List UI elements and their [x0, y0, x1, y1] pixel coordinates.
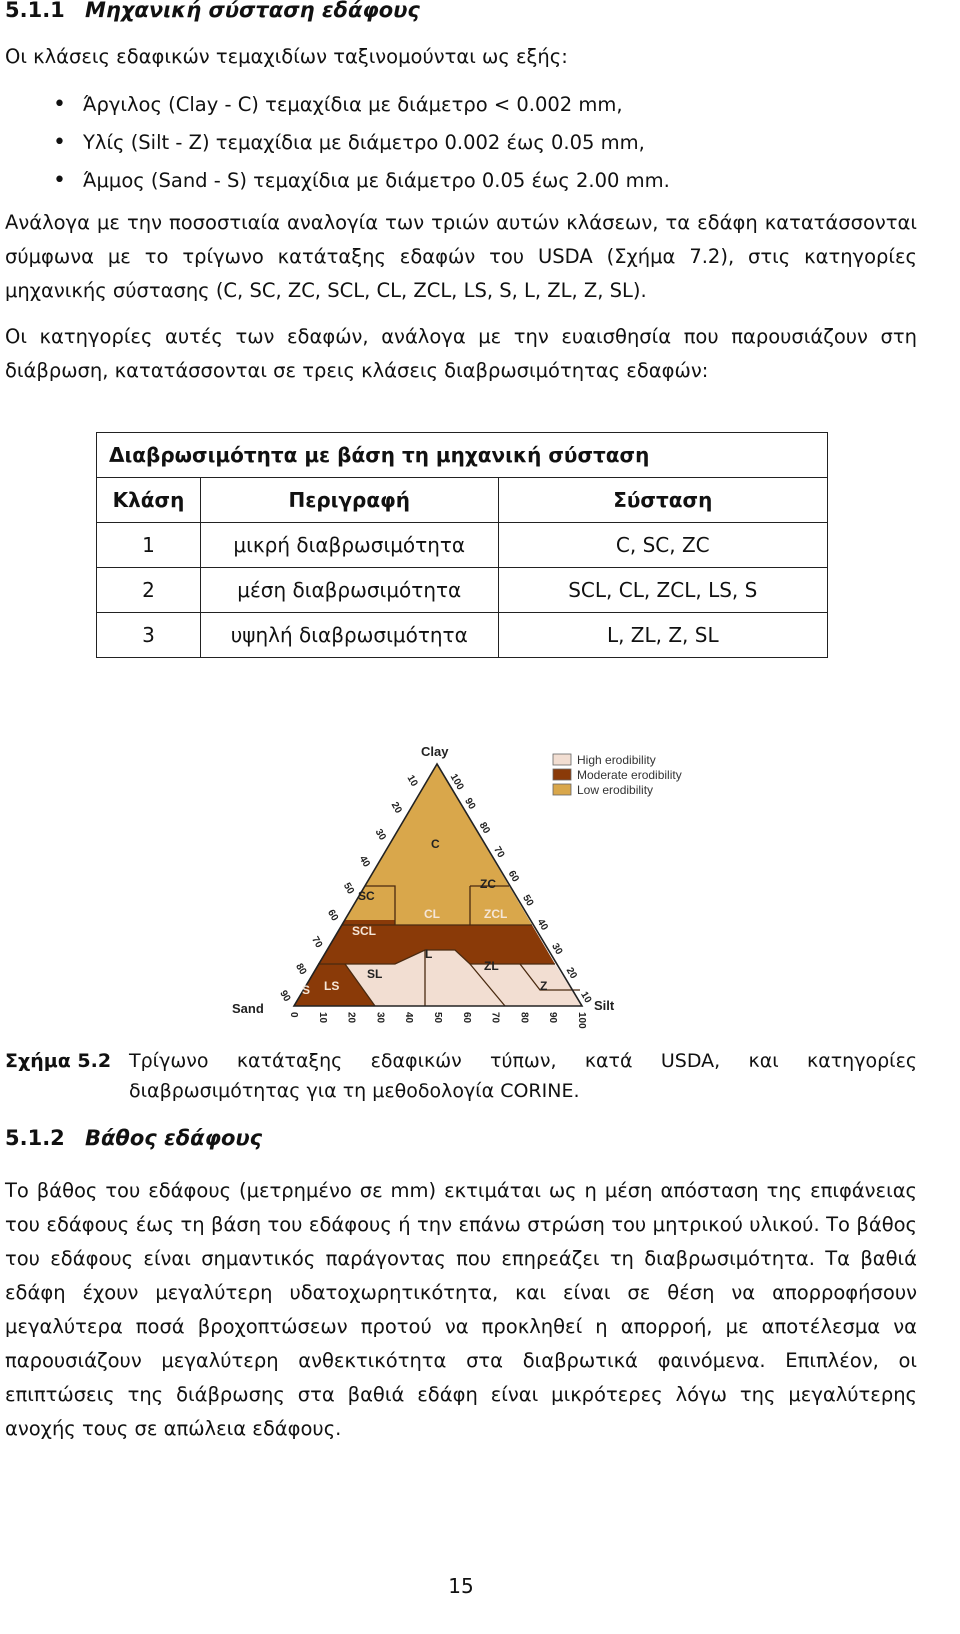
table-header-cell: Σύσταση	[498, 478, 827, 523]
tick-label: 70	[489, 1012, 501, 1024]
tick-label: 40	[403, 1012, 415, 1024]
table-caption: Διαβρωσιμότητα με βάση τη μηχανική σύσταση	[97, 433, 828, 478]
tick-label: 50	[520, 893, 536, 909]
section-heading-5-1-1	[5, 0, 420, 22]
section-number: 5.1.2	[5, 1126, 65, 1150]
region-label: ZCL	[484, 907, 508, 921]
region-label: SCL	[352, 924, 376, 938]
tick-label: 80	[518, 1012, 530, 1024]
tick-label: 90	[277, 988, 293, 1004]
region-label: SC	[358, 889, 375, 903]
table-cell: SCL, CL, ZCL, LS, S	[498, 568, 827, 613]
list-item: • Υλίς (Silt - Z) τεμαχίδια με διάμετρο 0.002 έως 0.05 mm,	[5, 124, 905, 162]
region-label: L	[425, 947, 433, 961]
region-label: LS	[324, 979, 340, 993]
legend-label-low: Low erodibility	[577, 783, 654, 797]
tick-label: 90	[547, 1012, 559, 1024]
tick-label: 20	[563, 965, 579, 981]
tick-label: 40	[356, 854, 372, 870]
tick-label: 100	[447, 772, 466, 793]
legend-swatch-high	[553, 754, 571, 765]
region-label: ZC	[480, 877, 496, 891]
region-label: SL	[367, 967, 383, 981]
axis-label-silt: Silt	[594, 998, 615, 1013]
tick-label: 80	[476, 820, 492, 836]
table-header-cell: Κλάση	[97, 478, 201, 523]
paragraph-soil-depth: Το βάθος του εδάφους (μετρημένο σε mm) εκτιμάται ως η μέση απόσταση της επιφάνειας του εδάφους έως τη βάση του εδάφους ή την επάνω στρώση του μητρικού υλικού. Το βάθος του εδάφους είναι σημαντικός παράγοντας που επηρεάζει τη διαβρωσιμότητα. Τα βαθιά εδάφη έχουν μεγαλύτερη υδατοχωρητικότητα, και είναι σε θέση να απορροφήσουν μεγαλύτερα ποσά βροχοπτώσεων προτού να προκληθεί η απορροή, με αποτέλεσμα να παρουσιάζουν μεγαλύτερη ανθεκτικότητα στα διαβρωτικά φαινόμενα. Επιπλέον, οι επιπτώσεις της διάβρωσης στα βαθιά εδάφη είναι μικρότερες λόγω της μεγαλύτερης ανοχής τους σε απώλεια εδάφους.	[5, 1179, 917, 1440]
paragraph-classification: Ανάλογα με την ποσοστιαία αναλογία των τριών αυτών κλάσεων, τα εδάφη κατατάσσονται σύμφωνα με το τρίγωνο κατάταξης εδαφών του USDA (Σχήμα 7.2), στις κατηγορίες μηχανικής σύστασης (C, SC, ZC, SCL, CL, ZCL, LS, S, L, ZL, Z, SL).	[5, 211, 917, 302]
region-label: Z	[540, 979, 548, 993]
table-row	[97, 568, 828, 613]
paragraph-erodibility: Οι κατηγορίες αυτές των εδαφών, ανάλογα με την ευαισθησία που παρουσιάζουν στη διάβρωση, κατατάσσονται σε τρεις κλάσεις διαβρωσιμότητας εδαφών:	[5, 325, 917, 382]
table-row	[97, 613, 828, 658]
section-title: Μηχανική σύσταση εδάφους	[85, 0, 420, 22]
table-cell: υψηλή διαβρωσιμότητα	[200, 613, 498, 658]
tick-label: 70	[491, 844, 507, 860]
tick-label: 10	[404, 773, 420, 789]
axis-label-sand: Sand	[232, 1001, 264, 1016]
axis-label-clay: Clay	[421, 744, 449, 759]
tick-label: 30	[374, 1012, 386, 1024]
list-item: • Άμμος (Sand - S) τεμαχίδια με διάμετρο 0.05 έως 2.00 mm.	[5, 162, 905, 200]
section-number: 5.1.1	[5, 0, 65, 22]
table-cell: μέση διαβρωσιμότητα	[200, 568, 498, 613]
tick-label: 80	[293, 961, 309, 977]
tick-label: 30	[549, 941, 565, 957]
table-header-cell: Περιγραφή	[200, 478, 498, 523]
tick-label: 30	[372, 827, 388, 843]
list-item: • Άργιλος (Clay - C) τεμαχίδια με διάμετρο < 0.002 mm,	[5, 86, 905, 124]
tick-label: 90	[462, 796, 478, 812]
particle-class-list	[5, 86, 905, 200]
table-header-row	[97, 478, 828, 523]
tick-label: 60	[505, 868, 521, 885]
legend-swatch-moderate	[553, 769, 571, 780]
tick-label: 10	[316, 1012, 328, 1024]
legend	[553, 753, 682, 797]
legend-label-high: High erodibility	[577, 753, 656, 767]
tick-label: 10	[578, 989, 594, 1006]
table-cell: L, ZL, Z, SL	[498, 613, 827, 658]
region-label: C	[431, 837, 440, 851]
section-heading-5-1-2	[5, 1126, 262, 1150]
table-cell: μικρή διαβρωσιμότητα	[200, 523, 498, 568]
tick-label: 20	[388, 800, 404, 816]
intro-text: Οι κλάσεις εδαφικών τεμαχιδίων ταξινομούνται ως εξής:	[5, 45, 568, 68]
table-row	[97, 523, 828, 568]
legend-label-moderate: Moderate erodibility	[577, 768, 682, 782]
region-label: CL	[424, 907, 440, 921]
tick-label: 100	[576, 1012, 587, 1029]
page-number: 15	[448, 1574, 474, 1598]
tick-label: 50	[340, 881, 356, 897]
section-title: Βάθος εδάφους	[85, 1126, 263, 1150]
tick-label: 60	[460, 1012, 472, 1024]
tick-label: 60	[325, 907, 341, 924]
table-cell: 1	[97, 523, 201, 568]
soil-texture-triangle	[220, 740, 740, 1080]
tick-label: 70	[309, 934, 325, 950]
silt-tick-labels	[288, 1012, 587, 1029]
region-label: S	[302, 983, 311, 997]
table-cell: 2	[97, 568, 201, 613]
table-cell: 3	[97, 613, 201, 658]
tick-label: 20	[345, 1012, 357, 1024]
tick-label: 50	[432, 1012, 443, 1024]
region-label: ZL	[484, 959, 499, 973]
figure-caption: Τρίγωνο κατάταξης εδαφικών τύπων, κατά USDA, και κατηγορίες διαβρωσιμότητας για τη μεθοδολογία CORINE.	[129, 1050, 917, 1102]
tick-label: 0	[288, 1012, 299, 1018]
figure-label: Σχήμα 5.2	[5, 1050, 112, 1072]
tick-label: 40	[534, 917, 550, 933]
legend-swatch-low	[553, 784, 571, 795]
table-cell: C, SC, ZC	[498, 523, 827, 568]
erodibility-table	[96, 432, 828, 658]
